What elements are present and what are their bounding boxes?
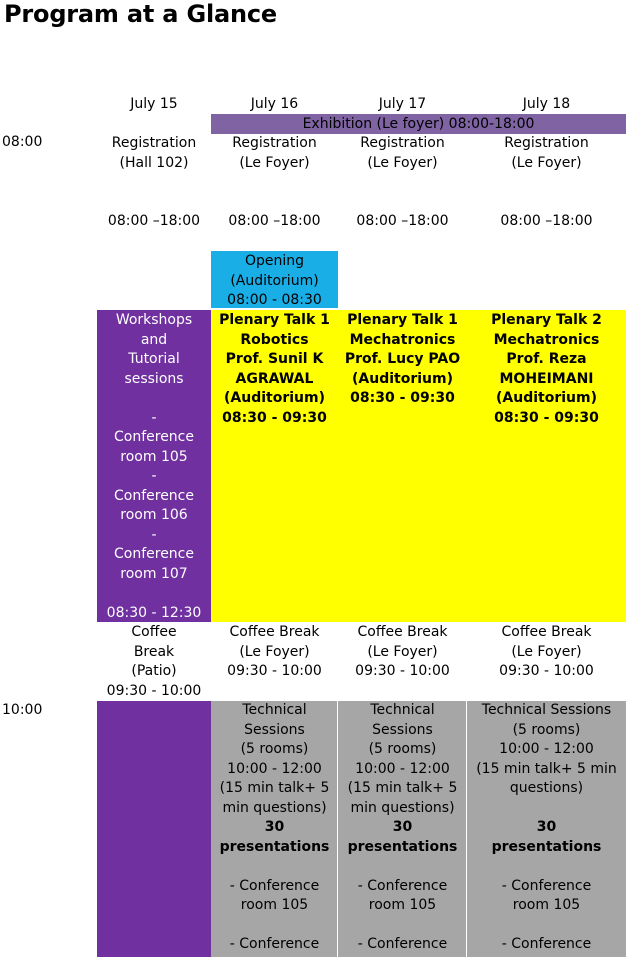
- workshops-line: Conference: [113, 487, 194, 504]
- coffee-line: (Le Foyer): [511, 643, 582, 660]
- coffee-line: 09:30 - 10:00: [227, 663, 322, 679]
- technical-line: 10:00 - 12:00: [227, 760, 322, 777]
- technical-line: Sessions: [244, 721, 305, 738]
- technical-line: min questions): [350, 799, 455, 816]
- plenary-july-18: [467, 311, 626, 428]
- technical-line: (15 min talk+ 5: [219, 780, 330, 796]
- plenary-line: (Auditorium): [352, 370, 453, 387]
- technical-line: min questions): [222, 799, 327, 816]
- technical-line: Sessions: [372, 721, 433, 738]
- presentations-label: presentations: [219, 838, 330, 855]
- presentations-label: presentations: [347, 838, 458, 855]
- plenary-line: Prof. Lucy PAO: [344, 351, 461, 367]
- presentations-count: 30: [392, 819, 413, 835]
- registration-july-18: [467, 134, 626, 232]
- room-line: - Conference: [229, 936, 320, 952]
- coffee-line: (Patio): [131, 663, 177, 679]
- workshops-line: Conference: [113, 546, 194, 562]
- technical-line: Technical: [370, 702, 435, 718]
- technical-line: questions): [509, 780, 584, 796]
- coffee-line: Coffee: [131, 624, 177, 640]
- coffee-line: (Le Foyer): [367, 643, 438, 660]
- workshops-line: room 106: [120, 507, 188, 523]
- plenary-line: Prof. Sunil K: [225, 351, 324, 367]
- plenary-line: Prof. Reza: [506, 351, 587, 367]
- registration-july-16: [211, 134, 338, 232]
- coffee-line: Coffee Break: [501, 624, 592, 640]
- technical-july-17: [338, 701, 467, 955]
- plenary-line: (Auditorium): [496, 390, 597, 406]
- technical-line: Technical: [242, 702, 307, 718]
- workshops-line: sessions: [124, 370, 184, 387]
- plenary-line: 08:30 - 09:30: [494, 409, 599, 426]
- time-label-1000: 10:00: [2, 702, 43, 718]
- room-line: - Conference: [229, 877, 320, 894]
- registration-title: Registration: [360, 135, 445, 151]
- day-header-july-16: July 16: [250, 96, 299, 112]
- coffee-july-17: [338, 623, 467, 682]
- workshops-line: -: [151, 468, 157, 484]
- presentations-count: 30: [264, 819, 285, 835]
- workshops-line: -: [151, 526, 157, 543]
- registration-location: (Hall 102): [119, 154, 189, 171]
- technical-line: 10:00 - 12:00: [355, 760, 450, 777]
- coffee-july-18: [467, 623, 626, 682]
- coffee-july-15: [97, 623, 211, 701]
- technical-line: 10:00 - 12:00: [499, 741, 594, 757]
- presentations-label: presentations: [491, 838, 602, 855]
- technical-line: (5 rooms): [512, 721, 581, 738]
- day-header-july-15: July 15: [130, 96, 178, 112]
- coffee-line: 09:30 - 10:00: [106, 682, 202, 699]
- workshops-line: room 107: [120, 565, 188, 582]
- registration-title: Registration: [504, 135, 589, 151]
- exhibition-bar: [211, 114, 626, 134]
- plenary-line: (Auditorium): [224, 390, 325, 406]
- workshops-line: Conference: [113, 429, 194, 445]
- room-line: - Conference: [357, 936, 448, 952]
- technical-line: (5 rooms): [240, 741, 309, 757]
- registration-july-15: [97, 134, 211, 232]
- opening-location: (Auditorium): [230, 272, 319, 289]
- coffee-line: Coffee Break: [229, 624, 320, 640]
- presentations-count: 30: [536, 819, 557, 835]
- registration-time: 08:00 –18:00: [356, 213, 449, 229]
- registration-title: Registration: [111, 135, 197, 151]
- registration-time: 08:00 –18:00: [228, 213, 321, 229]
- coffee-line: 09:30 - 10:00: [355, 663, 450, 679]
- registration-location: (Le Foyer): [239, 154, 310, 171]
- coffee-line: Break: [133, 643, 175, 660]
- registration-time: 08:00 –18:00: [107, 213, 201, 229]
- technical-line: (15 min talk+ 5: [347, 780, 458, 796]
- workshops-line: 08:30 - 12:30: [106, 604, 202, 621]
- plenary-july-17: [338, 311, 467, 409]
- workshops-continuation: [97, 701, 211, 957]
- technical-line: (5 rooms): [368, 741, 437, 757]
- registration-time: 08:00 –18:00: [500, 213, 593, 229]
- registration-july-17: [338, 134, 467, 232]
- opening-title: Opening: [244, 253, 305, 269]
- plenary-line: Robotics: [240, 331, 309, 348]
- technical-line: Technical Sessions: [481, 702, 612, 718]
- room-line: room 105: [512, 897, 581, 913]
- plenary-line: AGRAWAL: [235, 370, 314, 387]
- workshops-block: [97, 310, 211, 622]
- room-line: - Conference: [501, 936, 592, 952]
- registration-location: (Le Foyer): [511, 154, 582, 171]
- page-title: Program at a Glance: [4, 0, 277, 28]
- plenary-line: 08:30 - 09:30: [350, 390, 455, 406]
- coffee-line: 09:30 - 10:00: [499, 663, 594, 679]
- technical-july-16: [211, 701, 338, 955]
- plenary-line: MOHEIMANI: [499, 370, 594, 387]
- day-header-july-17: July 17: [378, 96, 427, 112]
- workshops-line: Workshops: [115, 312, 193, 328]
- registration-title: Registration: [232, 135, 317, 151]
- workshops-line: Tutorial: [128, 351, 180, 367]
- plenary-line: Plenary Talk 1: [347, 312, 458, 328]
- technical-july-18: [467, 701, 626, 955]
- opening-block: [211, 251, 338, 308]
- room-line: - Conference: [357, 877, 448, 894]
- room-line: room 105: [240, 897, 309, 913]
- plenary-line: Plenary Talk 2: [491, 312, 602, 328]
- room-line: room 105: [368, 897, 437, 913]
- plenary-july-16: [211, 311, 338, 428]
- plenary-line: 08:30 - 09:30: [222, 409, 327, 426]
- plenary-line: Plenary Talk 1: [219, 312, 330, 328]
- registration-location: (Le Foyer): [367, 154, 438, 171]
- plenary-line: Mechatronics: [493, 331, 600, 348]
- opening-time: 08:00 - 08:30: [227, 292, 322, 308]
- time-label-0800: 08:00: [2, 134, 43, 150]
- workshops-line: -: [151, 409, 157, 426]
- day-header-july-18: July 18: [522, 96, 571, 112]
- workshops-line: and: [140, 331, 168, 348]
- workshops-line: room 105: [120, 448, 188, 465]
- coffee-line: Coffee Break: [357, 624, 448, 640]
- exhibition-label: Exhibition (Le foyer) 08:00-18:00: [302, 116, 535, 132]
- technical-line: (15 min talk+ 5 min: [476, 760, 617, 777]
- coffee-line: (Le Foyer): [239, 643, 310, 660]
- plenary-line: Mechatronics: [349, 331, 456, 348]
- room-line: - Conference: [501, 877, 592, 894]
- coffee-july-16: [211, 623, 338, 682]
